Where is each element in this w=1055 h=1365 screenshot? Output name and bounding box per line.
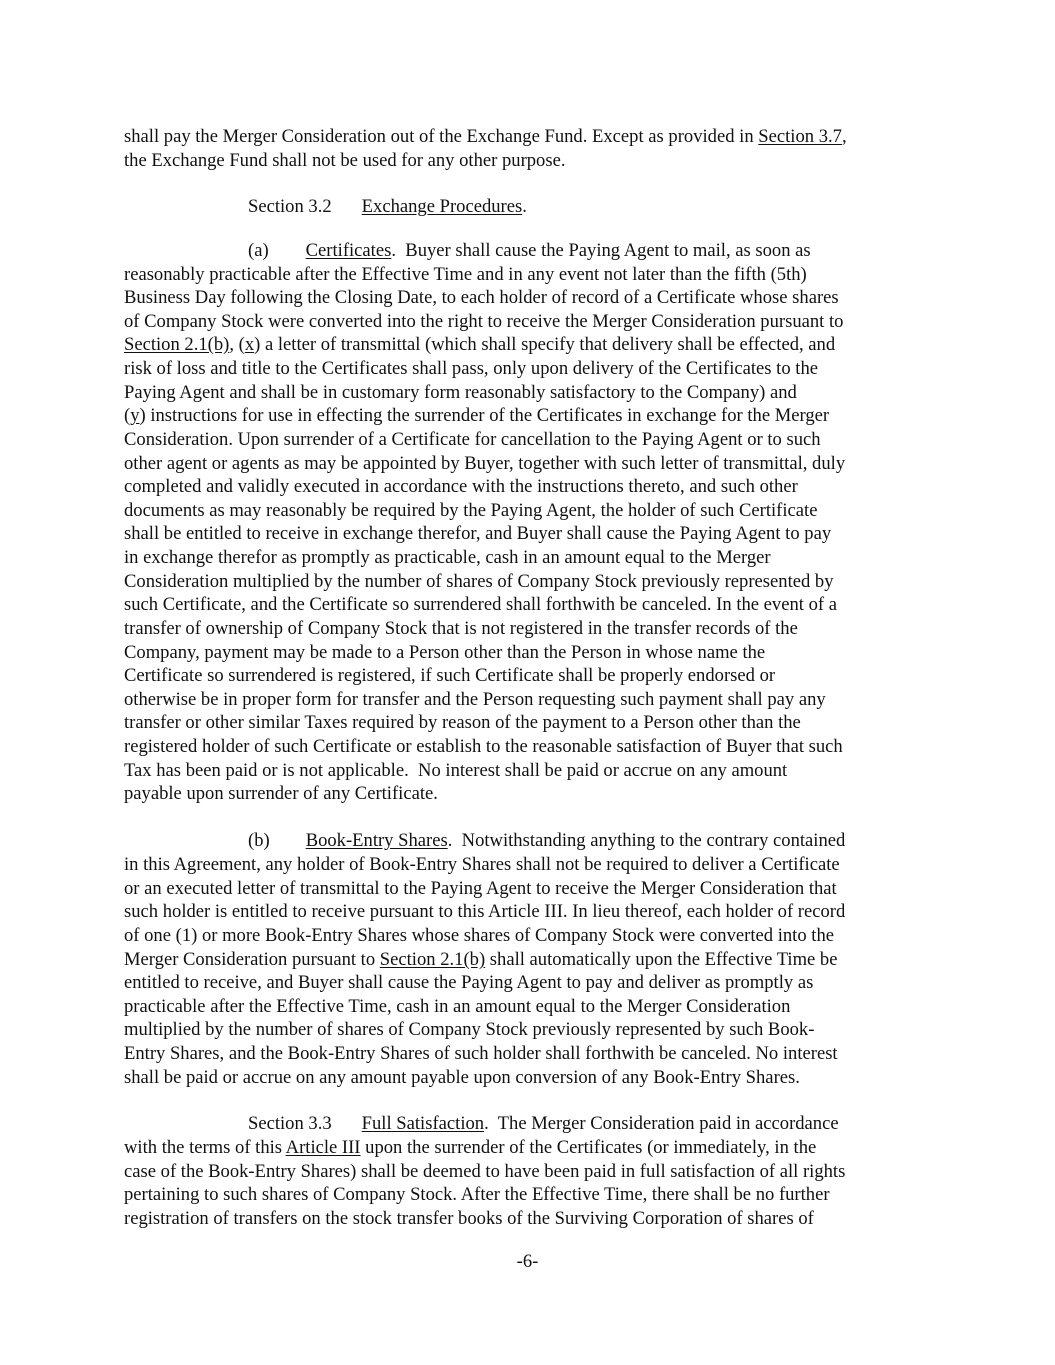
text-line: such Certificate, and the Certificate so surrendered shall forthwith be canceled. In the event of a [124,594,837,615]
text-line: Tax has been paid or is not applicable. No interest shall be paid or accrue on any amount [124,760,788,781]
clause-marker: x [244,334,255,355]
subsection-label: (b) [248,830,270,851]
text-line: of one (1) or more Book-Entry Shares whose shares of Company Stock were converted into the [124,925,834,946]
section-title: Exchange Procedures [361,196,523,217]
text-run: , ( [229,334,245,355]
subsection-heading: Book-Entry Shares [305,830,448,851]
subsection-heading: Certificates [305,240,392,261]
text-line: completed and validly executed in accordance with the instructions thereto, and such other [124,476,798,497]
text-line: documents as may reasonably be required by the Paying Agent, the holder of such Certificate [124,500,818,521]
section-number: Section 3.3 [248,1113,332,1134]
text-line: multiplied by the number of shares of Company Stock previously represented by such Book- [124,1019,815,1040]
text-line: Consideration multiplied by the number of shares of Company Stock previously represented by [124,571,834,592]
text-line [124,333,835,357]
text-line: entitled to receive, and Buyer shall cause the Paying Agent to pay and deliver as promptly as [124,972,814,993]
page-number: -6- [516,1251,539,1272]
text-line: risk of loss and title to the Certificates shall pass, only upon delivery of the Certificates to the [124,358,819,379]
text-line: the Exchange Fund shall not be used for any other purpose. [124,150,566,171]
text-run: ) a letter of transmittal (which shall specify that delivery shall be effected, and [254,334,836,355]
text-line: case of the Book-Entry Shares) shall be deemed to have been paid in full satisfaction of all rights [124,1161,846,1182]
text-line: transfer or other similar Taxes required by reason of the payment to a Person other than the [124,712,801,733]
text-line: shall be paid or accrue on any amount payable upon conversion of any Book-Entry Shares. [124,1067,800,1088]
section-heading [248,1112,839,1136]
text-line: or an executed letter of transmittal to the Paying Agent to receive the Merger Consideration that [124,878,837,899]
text-line: in exchange therefor as promptly as practicable, cash in an amount equal to the Merger [124,547,771,568]
cross-reference-link[interactable]: Section 3.7 [758,126,842,147]
text-run: upon the surrender of the Certificates (or immediately, in the [360,1137,817,1158]
text-line: Business Day following the Closing Date, to each holder of record of a Certificate whose shares [124,287,839,308]
text-run: , [841,126,847,147]
text-run: with the terms of this [124,1137,286,1158]
text-line: in this Agreement, any holder of Book-Entry Shares shall not be required to deliver a Certificate [124,854,840,875]
text-line: practicable after the Effective Time, cash in an amount equal to the Merger Consideration [124,996,791,1017]
section-title: Full Satisfaction [361,1113,485,1134]
text-line: Paying Agent and shall be in customary form reasonably satisfactory to the Company) and [124,382,797,403]
clause-marker: y [130,405,140,426]
text-line [248,829,845,853]
text-line: otherwise be in proper form for transfer and the Person requesting such payment shall pay any [124,689,826,710]
text-line [124,948,838,972]
text-line [124,1136,816,1160]
text-line: pertaining to such shares of Company Stock. After the Effective Time, there shall be no further [124,1184,830,1205]
text-run: Merger Consideration pursuant to [124,949,380,970]
text-line: Consideration. Upon surrender of a Certificate for cancellation to the Paying Agent or to such [124,429,821,450]
text-run: ( [124,405,131,426]
text-run: . Notwithstanding anything to the contrary contained [447,830,846,851]
text-run: . Buyer shall cause the Paying Agent to mail, as soon as [391,240,811,261]
text-line: registration of transfers on the stock transfer books of the Surviving Corporation of shares of [124,1208,814,1229]
section-number: Section 3.2 [248,196,332,217]
text-run: shall automatically upon the Effective Time be [485,949,838,970]
text-line [124,125,847,149]
subsection-label: (a) [248,240,269,261]
text-line: registered holder of such Certificate or establish to the reasonable satisfaction of Buyer that such [124,736,843,757]
text-line: Company, payment may be made to a Person other than the Person in whose name the [124,642,766,663]
text-line: Certificate so surrendered is registered, if such Certificate shall be properly endorsed or [124,665,776,686]
text-line: shall be entitled to receive in exchange therefor, and Buyer shall cause the Paying Agent to pay [124,523,832,544]
section-heading [248,195,527,219]
text-run: ) instructions for use in effecting the surrender of the Certificates in exchange for the Merger [139,405,830,426]
text-run: . [522,196,527,217]
text-line: Entry Shares, and the Book-Entry Shares of such holder shall forthwith be canceled. No interest [124,1043,838,1064]
text-line [248,239,811,263]
text-line: payable upon surrender of any Certificate. [124,783,438,804]
cross-reference-link[interactable]: Section 2.1(b) [124,334,230,355]
text-line: of Company Stock were converted into the right to receive the Merger Consideration pursuant to [124,311,844,332]
text-line: other agent or agents as may be appointed by Buyer, together with such letter of transmittal, duly [124,453,846,474]
text-line: reasonably practicable after the Effective Time and in any event not later than the fifth (5th) [124,264,807,285]
text-run: . The Merger Consideration paid in accordance [484,1113,839,1134]
text-line: transfer of ownership of Company Stock that is not registered in the transfer records of the [124,618,798,639]
cross-reference-link[interactable]: Article III [285,1137,361,1158]
text-run: shall pay the Merger Consideration out of the Exchange Fund. Except as provided in [124,126,759,147]
cross-reference-link[interactable]: Section 2.1(b) [379,949,486,970]
text-line: such holder is entitled to receive pursuant to this Article III. In lieu thereof, each holder of record [124,901,846,922]
text-line [124,404,829,428]
